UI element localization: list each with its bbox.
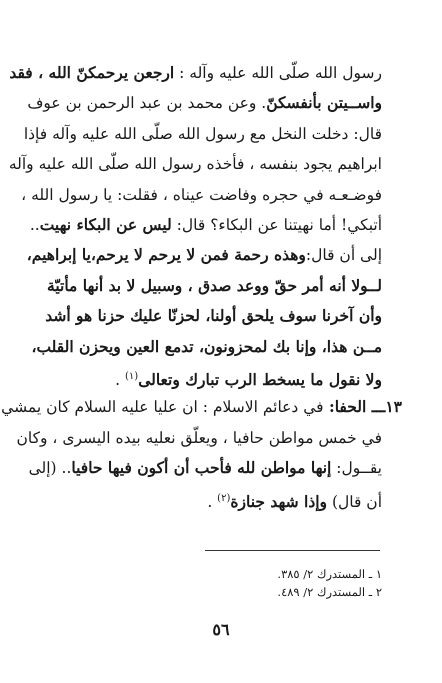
footnote-marker: (١) [125,371,139,382]
text-span: . [207,492,218,511]
text-span: قال: دخلت النخل مع رسول الله صلّى الله عليه وآله فإذا [23,124,382,143]
footnote-marker: (٢) [217,492,231,504]
text-line [27,88,382,118]
bold-text: مــن هذا، وإنا بك لمحزونون، تدمع العين ويحزن القلب، [31,336,382,356]
text-span: أتبكي! أما نهيتنا عن البكاء؟ قال: [171,216,382,234]
text-span: في دعائم الاسلام : ان عليا عليه السلام كان يمشي [1,398,324,417]
text-line [52,484,382,514]
bold-text: وهذه رحمة فمن لا يرحم لا يرحم،يا إبراهيم، [26,245,306,265]
bold-text: إنها مواطن لله فأحب أن أكون فيها حافيا [71,458,332,478]
text-span: .. (إلى [28,459,72,478]
bold-text: لــولا أنه أمر حقّ ووعد صدق ، وسبيل لا بد أنها مأتيّة [47,275,382,295]
text-span: . [115,371,125,390]
footnote-divider [205,550,380,551]
bold-text: ١٣ـــ الحفا: [323,397,402,417]
bold-text: وأن آخرنا سوف يلحق أولنا، لحزنّا عليك حزنا هو أشد [45,306,382,326]
text-line [9,58,382,88]
text-line [16,423,382,453]
text-line [31,332,382,362]
text-span: ابراهيم يجود بنفسه ، فأخذه رسول الله صلّى الله عليه وآله [8,155,382,174]
footnote-2: ٢ ـ المستدرك ٢/ ٤٨٩. [277,585,382,599]
page-number: ٥٦ [212,620,230,639]
text-span: إلى أن قال: [305,246,382,265]
text-span: يقــول: [331,459,382,478]
text-span: .. [29,216,40,234]
text-line [8,149,382,179]
text-span: فوضـعـه في حجره وفاضت عيناه ، فقلت: يا رسول الله ، [21,185,382,204]
bold-text: ارجعن يرحمكنّ الله ، فقد [9,63,175,82]
bold-text: ليس عن البكاء نهيت [39,215,172,234]
text-line [28,453,382,483]
text-line [23,119,382,149]
text-line [21,180,382,210]
bold-text: ولا نقول ما يسخط الرب تبارك وتعالى [138,370,382,390]
text-span: . وعن محمد بن عبد الرحمن بن عوف [27,94,267,113]
text-span: في خمس مواطن حافيا ، ويعلّق نعليه بيده اليسرى ، وكان [16,428,382,447]
text-line [52,362,382,392]
text-line [47,271,382,301]
text-span: أن قال) [327,492,382,511]
text-span: رسول الله صلّى الله عليه وآله : [174,64,382,82]
text-line [29,210,382,240]
text-line [26,240,382,270]
bold-text: وإذا شهد جنازة [230,491,328,511]
text-line [1,392,402,422]
footnote-1: ١ ـ المستدرك ٢/ ٣٨٥. [277,567,382,581]
bold-text: واســيتن بأنفسكنّ [266,93,382,113]
text-line [45,301,382,331]
